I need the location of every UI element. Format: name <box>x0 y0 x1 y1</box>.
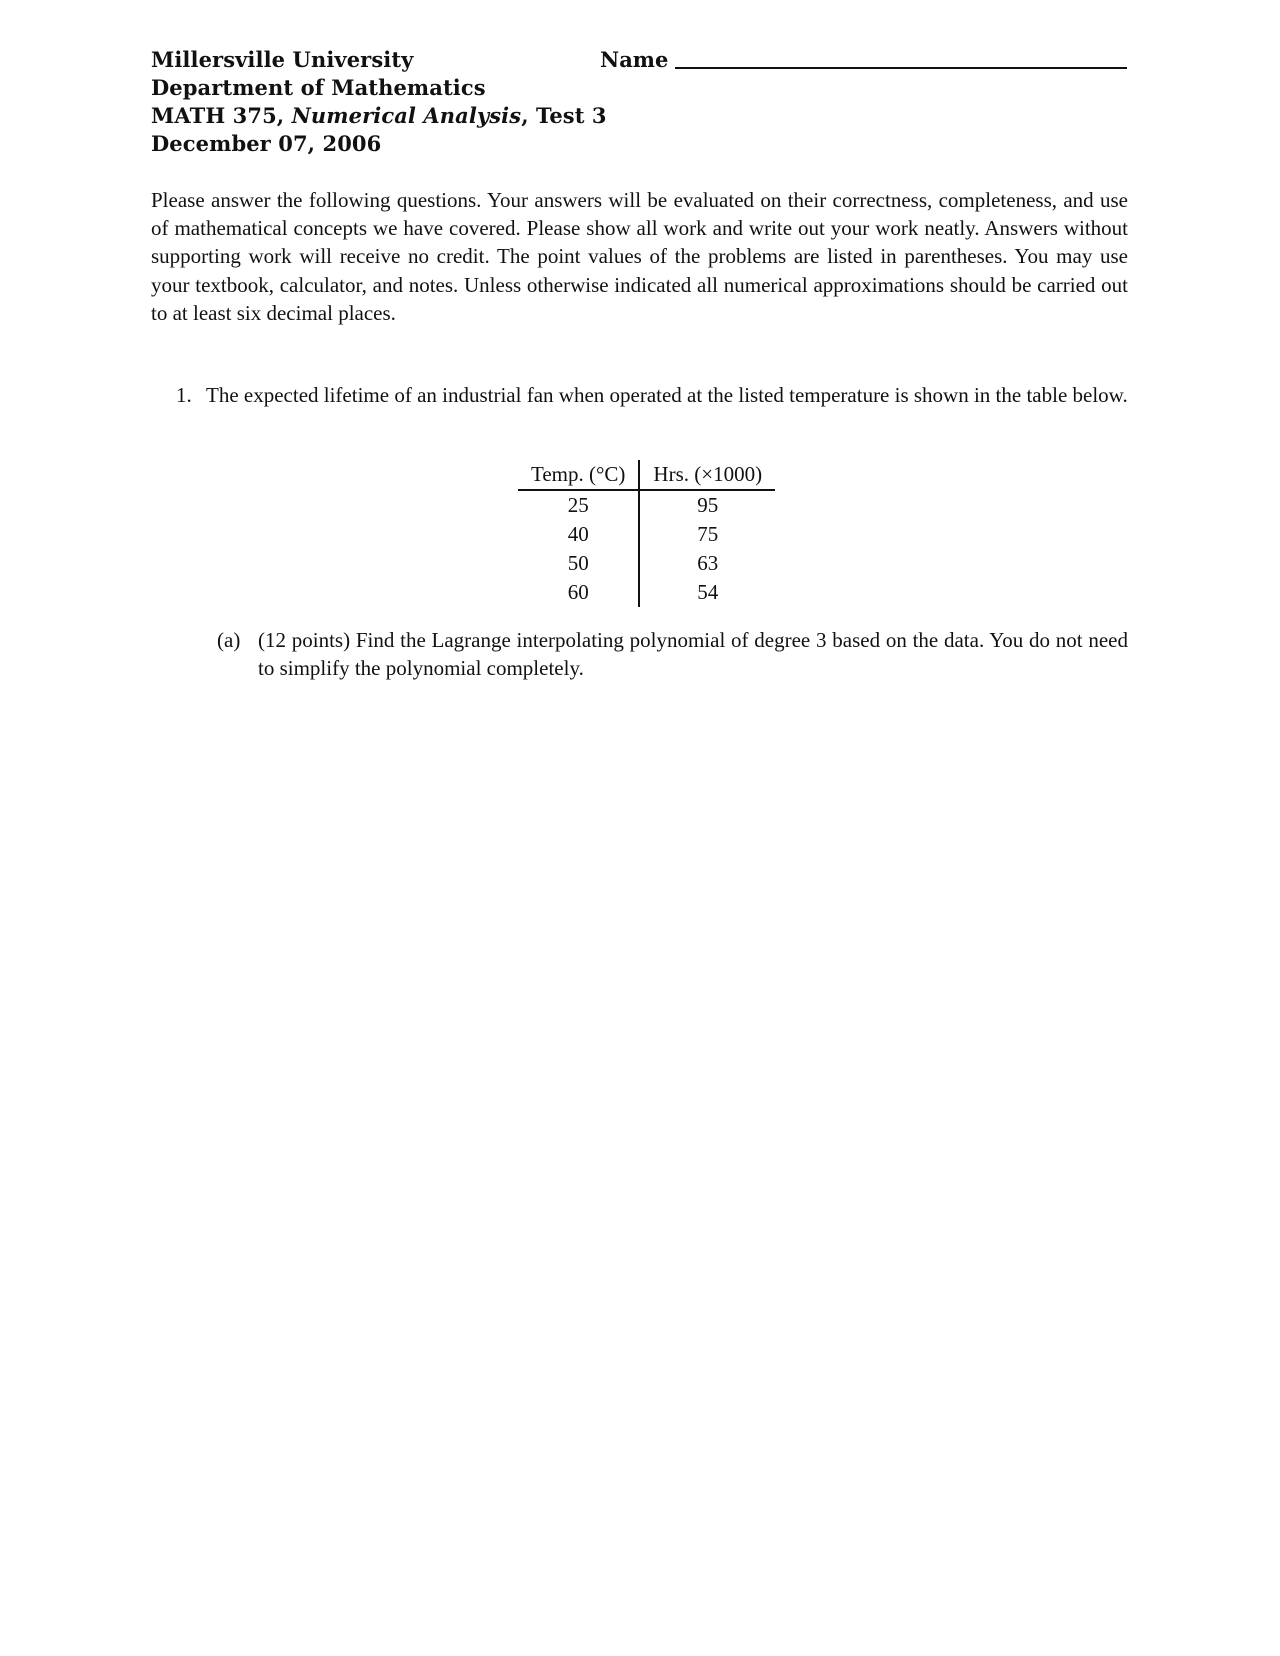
table-row <box>518 578 775 607</box>
table-row <box>518 490 775 520</box>
course-prefix: MATH 375, <box>151 103 292 128</box>
temp-cell: 25 <box>518 490 639 520</box>
hours-cell: 95 <box>697 493 719 517</box>
name-field <box>600 46 1127 74</box>
problem-1-part-a <box>217 626 1128 682</box>
column-header-temp: Temp. (°C) <box>518 460 639 490</box>
temp-cell: 40 <box>518 520 639 549</box>
name-blank-line <box>675 67 1127 69</box>
temp-cell: 60 <box>518 578 639 607</box>
hours-cell: 63 <box>697 551 719 575</box>
table-row <box>518 549 775 578</box>
hours-cell: 54 <box>697 580 719 604</box>
university-name: Millersville University <box>151 47 414 72</box>
column-header-hours: Hrs. (×1000) <box>639 460 775 490</box>
exam-date: December 07, 2006 <box>151 131 382 156</box>
name-label: Name <box>600 47 669 72</box>
table-header-row <box>518 460 775 490</box>
department-name: Department of Mathematics <box>151 75 486 100</box>
table-row <box>518 520 775 549</box>
problem-number: 1. <box>176 383 192 407</box>
temp-cell: 50 <box>518 549 639 578</box>
course-line <box>151 102 607 130</box>
course-title: Numerical Analysis <box>291 103 522 128</box>
exam-header <box>151 46 607 158</box>
problem-1 <box>176 381 1128 409</box>
subpart-label: (a) <box>217 628 241 652</box>
instructions-paragraph: Please answer the following questions. Your answers will be evaluated on their correctness, completeness, and use of mathematical concepts we have covered. Please show all work and write out your work neatly. Answers without supporting work will receive no credit. The point values of the problems are listed in parentheses. You may use your textbook, calculator, and notes. Unless otherwise indicated all numerical approximations should be carried out to at least six decimal places. <box>151 188 1128 325</box>
course-suffix: , Test 3 <box>521 103 607 128</box>
temperature-lifetime-table <box>518 460 775 607</box>
subpart-text: (12 points) Find the Lagrange interpolating polynomial of degree 3 based on the data. You do not need to simplify the polynomial completely. <box>258 628 1128 681</box>
problem-text: The expected lifetime of an industrial fan when operated at the listed temperature is shown in the table below. <box>206 383 1128 407</box>
hours-cell: 75 <box>697 522 719 546</box>
